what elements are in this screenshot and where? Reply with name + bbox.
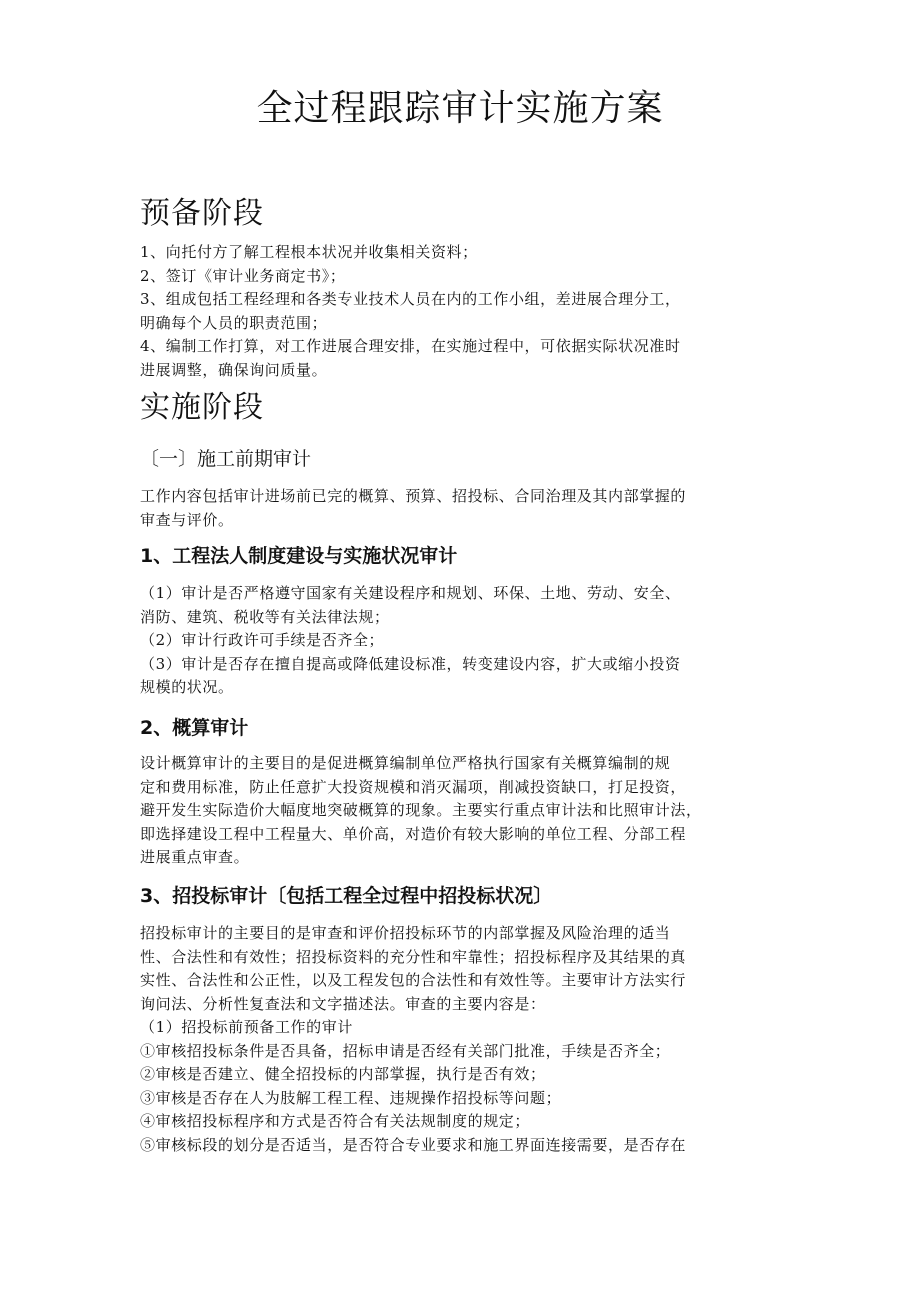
text-line: 明确每个人员的职责范围；	[140, 313, 328, 332]
text-line: 工作内容包括审计进场前已完的概算、预算、招投标、合同治理及其内部掌握的	[140, 487, 687, 505]
bidding-audit-paragraph	[140, 922, 800, 1157]
text-line: （1）招投标前预备工作的审计	[140, 1018, 353, 1036]
prep-stage-paragraph	[140, 241, 800, 382]
heading-prep-stage: 预备阶段	[140, 196, 264, 231]
estimate-audit-paragraph	[140, 752, 800, 870]
text-line: ①审核招投标条件是否具备，招标申请是否经有关部门批准，手续是否齐全；	[140, 1041, 671, 1060]
text-line: （3）审计是否存在擅自提高或降低建设标准，转变建设内容，扩大或缩小投资	[140, 654, 681, 673]
text-line: 询问法、分析性复查法和文字描述法。审查的主要内容是：	[140, 994, 546, 1013]
text-line: 审查与评价。	[140, 510, 234, 529]
page-title: 全过程跟踪审计实施方案	[256, 88, 664, 129]
text-line: 避开发生实际造价大幅度地突破概算的现象。主要实行重点审计法和比照审计法，	[140, 801, 702, 819]
heading-bidding-audit: 3、招投标审计〔包括工程全过程中招投标状况〕	[140, 885, 553, 907]
text-line: 进展重点审查。	[140, 848, 250, 866]
text-line: 即选择建设工程中工程量大、单价高，对造价有较大影响的单位工程、分部工程	[140, 824, 687, 843]
text-line: 定和费用标准，防止任意扩大投资规模和消灭漏项，削减投资缺口，打足投资，	[140, 777, 687, 796]
pre-construction-paragraph	[140, 485, 800, 532]
text-line: 2、签订《审计业务商定书》；	[140, 266, 346, 285]
heading-legal-person-audit: 1、工程法人制度建设与实施状况审计	[140, 545, 458, 567]
text-line: 进展调整，确保询问质量。	[140, 360, 328, 379]
text-line: 1、向托付方了解工程根本状况并收集相关资料；	[140, 243, 478, 261]
text-line: 4、编制工作打算，对工作进展合理安排，在实施过程中，可依据实际状况准时	[140, 337, 681, 355]
text-line: 招投标审计的主要目的是审查和评价招投标环节的内部掌握及风险治理的适当	[140, 924, 671, 942]
text-line: ⑤审核标段的划分是否适当，是否符合专业要求和施工界面连接需要，是否存在	[140, 1135, 687, 1154]
heading-estimate-audit: 2、概算审计	[140, 717, 249, 739]
text-line: 实性、合法性和公正性，以及工程发包的合法性和有效性等。主要审计方法实行	[140, 971, 687, 989]
text-line: （2）审计行政许可手续是否齐全；	[140, 631, 385, 649]
legal-person-paragraph	[140, 582, 800, 700]
text-line: ④审核招投标程序和方式是否符合有关法规制度的规定；	[140, 1112, 531, 1130]
text-line: ②审核是否建立、健全招投标的内部掌握，执行是否有效；	[140, 1065, 546, 1083]
text-line: 消防、建筑、税收等有关法律法规；	[140, 607, 390, 626]
heading-impl-stage: 实施阶段	[140, 390, 264, 425]
text-line: 规模的状况。	[140, 678, 234, 696]
text-line: 性、合法性和有效性；招投标资料的充分性和牢靠性；招投标程序及其结果的真	[140, 947, 687, 966]
heading-pre-construction-audit: 〔一〕施工前期审计	[140, 448, 312, 470]
text-line: （1）审计是否严格遵守国家有关建设程序和规划、环保、土地、劳动、安全、	[140, 584, 681, 602]
text-line: ③审核是否存在人为肢解工程工程、违规操作招投标等问题；	[140, 1088, 562, 1107]
text-line: 设计概算审计的主要目的是促进概算编制单位严格执行国家有关概算编制的规	[140, 754, 671, 772]
text-line: 3、组成包括工程经理和各类专业技术人员在内的工作小组，差进展合理分工，	[140, 290, 681, 308]
